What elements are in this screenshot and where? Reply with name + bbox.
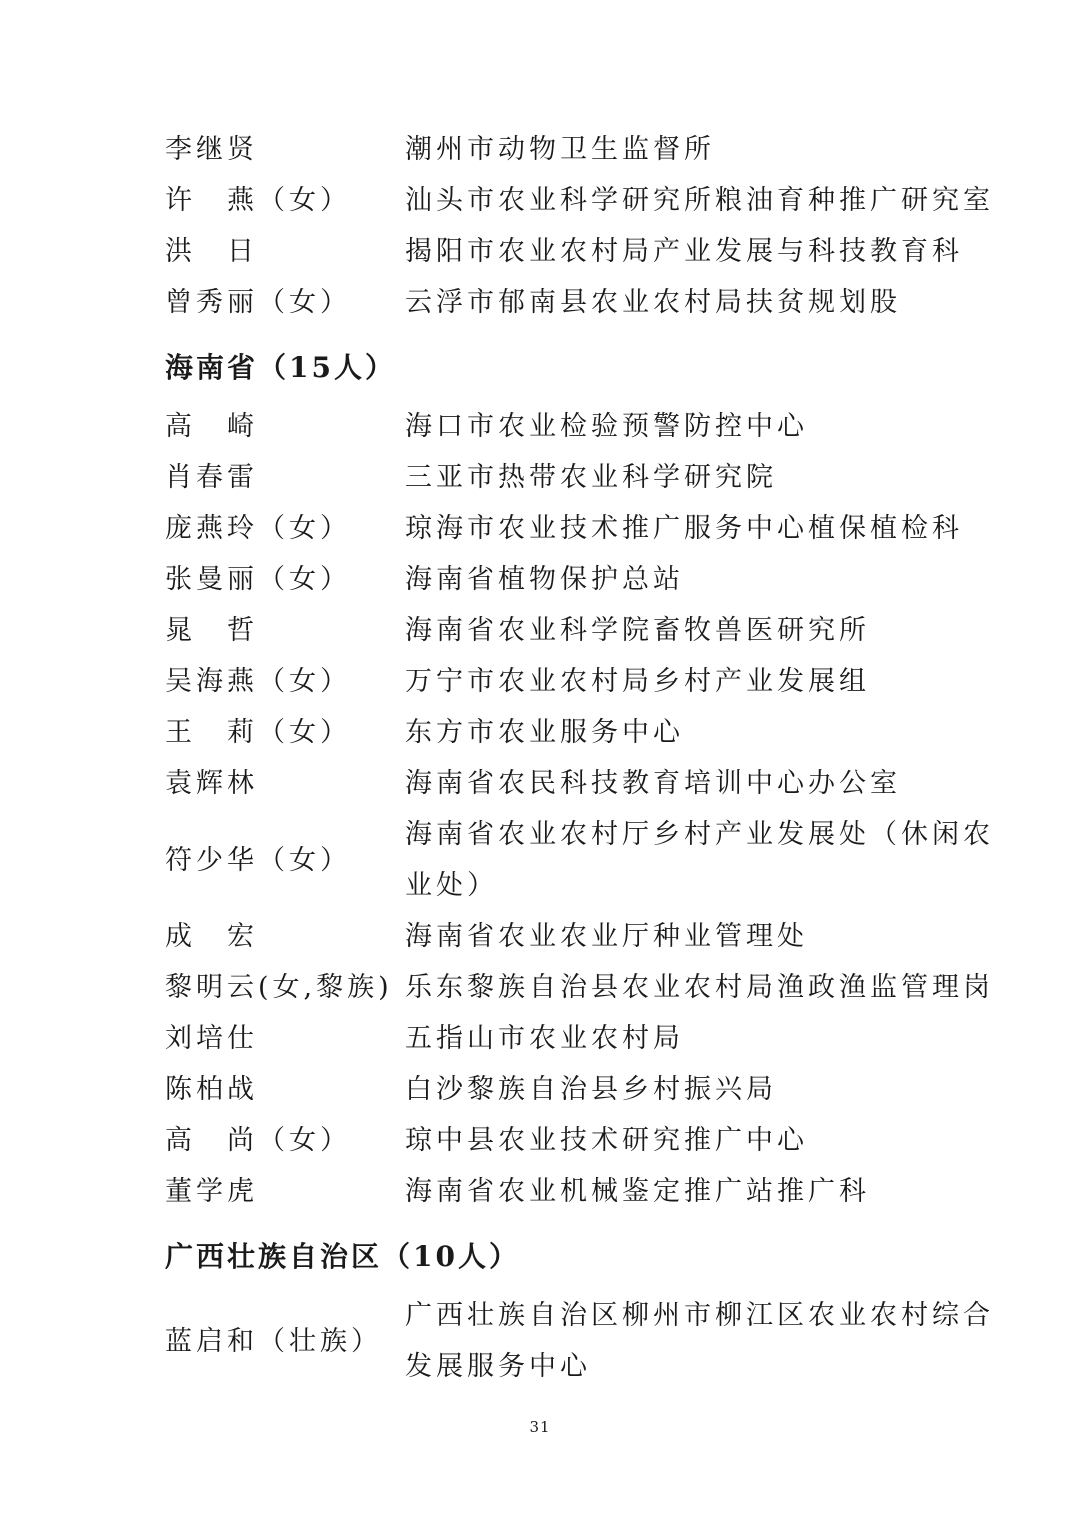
organization: 东方市农业服务中心	[405, 717, 684, 748]
person-name: 李继贤	[165, 134, 258, 165]
list-item	[165, 226, 995, 277]
list-item	[165, 124, 995, 175]
list-item	[165, 401, 995, 452]
organization: 白沙黎族自治县乡村振兴局	[405, 1074, 777, 1105]
organization: 海口市农业检验预警防控中心	[405, 411, 808, 442]
list-item	[165, 911, 995, 962]
list-item	[165, 1013, 995, 1064]
person-name: 曾秀丽（女）	[165, 287, 351, 318]
organization: 潮州市动物卫生监督所	[405, 134, 715, 165]
person-name: 黎明云(女,黎族)	[165, 972, 393, 1003]
organization: 琼中县农业技术研究推广中心	[405, 1125, 808, 1156]
list-item	[165, 707, 995, 758]
person-name: 高 崎	[165, 411, 258, 442]
person-name: 王 莉（女）	[165, 717, 351, 748]
page-number: 31	[529, 1418, 551, 1436]
section-heading-hainan: 海南省（15人）	[165, 351, 396, 384]
organization: 海南省农业科学院畜牧兽医研究所	[405, 615, 870, 646]
person-name: 高 尚（女）	[165, 1125, 351, 1156]
organization: 三亚市热带农业科学研究院	[405, 462, 777, 493]
section-heading-guangxi: 广西壮族自治区（10人）	[165, 1240, 520, 1273]
list-item	[165, 175, 995, 226]
entry-list	[165, 124, 995, 1392]
organization: 海南省植物保护总站	[405, 564, 684, 595]
organization: 海南省农业机械鉴定推广站推广科	[405, 1176, 870, 1207]
list-item	[165, 277, 995, 328]
person-name: 肖春雷	[165, 462, 258, 493]
list-item	[165, 452, 995, 503]
person-name: 吴海燕（女）	[165, 666, 351, 697]
list-item	[165, 1166, 995, 1217]
organization: 琼海市农业技术推广服务中心植保植检科	[405, 513, 963, 544]
organization: 五指山市农业农村局	[405, 1023, 684, 1054]
organization: 海南省农业农业厅种业管理处	[405, 921, 808, 952]
list-item	[165, 656, 995, 707]
list-item	[165, 1115, 995, 1166]
person-name: 张曼丽（女）	[165, 564, 351, 595]
organization: 万宁市农业农村局乡村产业发展组	[405, 666, 870, 697]
person-name: 董学虎	[165, 1176, 258, 1207]
organization: 云浮市郁南县农业农村局扶贫规划股	[405, 287, 901, 318]
organization: 乐东黎族自治县农业农村局渔政渔监管理岗	[405, 972, 994, 1003]
person-name: 洪 日	[165, 236, 258, 267]
list-item	[165, 809, 995, 911]
list-item	[165, 1290, 995, 1392]
person-name: 袁辉林	[165, 768, 258, 799]
person-name: 许 燕（女）	[165, 185, 351, 216]
person-name: 符少华（女）	[165, 844, 351, 876]
organization: 广西壮族自治区柳州市柳江区农业农村综合发展服务中心	[405, 1300, 994, 1382]
organization: 揭阳市农业农村局产业发展与科技教育科	[405, 236, 963, 267]
person-name: 刘培仕	[165, 1023, 258, 1054]
organization: 汕头市农业科学研究所粮油育种推广研究室	[405, 185, 994, 216]
person-name: 晁 哲	[165, 615, 258, 646]
list-item	[165, 554, 995, 605]
list-item	[165, 503, 995, 554]
list-item	[165, 1064, 995, 1115]
list-item	[165, 758, 995, 809]
organization: 海南省农民科技教育培训中心办公室	[405, 768, 901, 799]
person-name: 蓝启和（壮族）	[165, 1325, 382, 1357]
organization: 海南省农业农村厅乡村产业发展处（休闲农业处）	[405, 819, 994, 901]
person-name: 陈柏战	[165, 1074, 258, 1105]
list-item	[165, 962, 995, 1013]
list-item	[165, 605, 995, 656]
person-name: 成 宏	[165, 921, 258, 952]
person-name: 庞燕玲（女）	[165, 513, 351, 544]
